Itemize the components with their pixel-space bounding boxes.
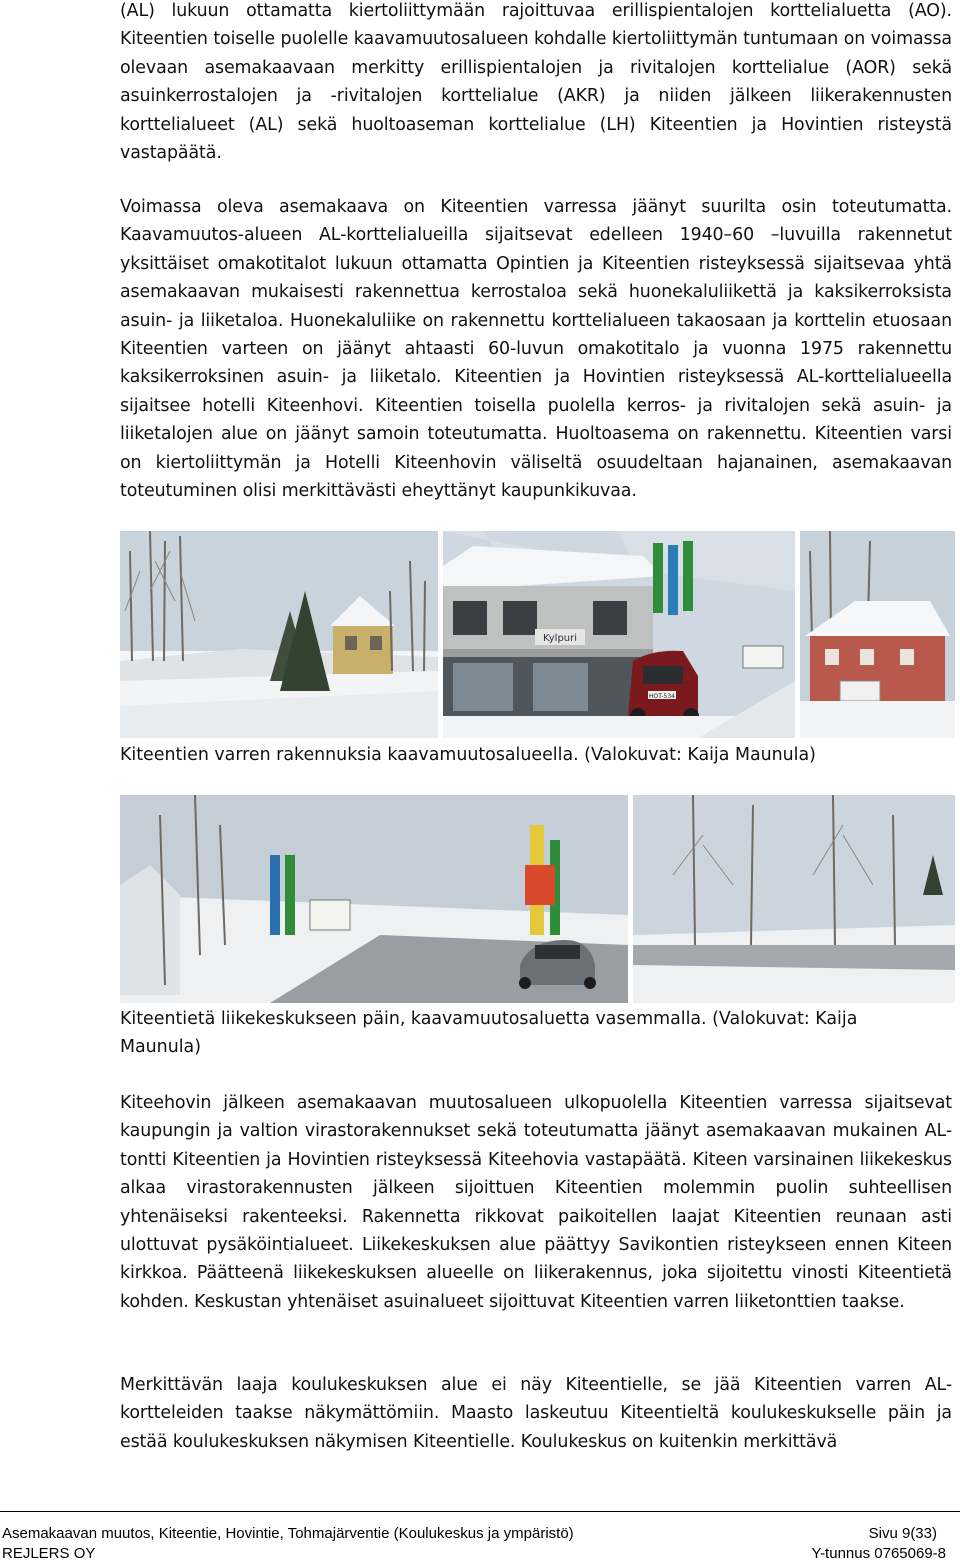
photo-shop-building: [443, 531, 795, 738]
photo-road-left: [120, 795, 628, 1003]
footer-divider: [0, 1511, 960, 1512]
photo-yellow-house: [120, 531, 438, 738]
paragraph-1: (AL) lukuun ottamatta kiertoliittymään rajoittuvaa erillispientalojen korttelialuetta (AO). Kiteentien toiselle puolelle kaavamuutosalueen kohdalle kiertoliittymän tuntumaan on voimassa olevaan asemakaavaan merkitty erillispientalojen ja rivitalojen korttelialue (AOR) sekä asuinkerrostalojen ja -rivitalojen korttelialue (AKR) ja niiden jälkeen liikerakennusten korttelialueet (AL) sekä huoltoaseman korttelialue (LH) Kiteentien ja Hovintien risteystä vastapäätä.: [120, 1, 952, 164]
photo-road-right: [633, 795, 955, 1003]
footer-company: REJLERS OY: [2, 1545, 96, 1562]
shop-sign-text: Kylpuri: [542, 633, 578, 644]
footer-page-number: Sivu 9(33): [868, 1525, 937, 1542]
caption-photos-1: Kiteentien varren rakennuksia kaavamuutosalueella. (Valokuvat: Kaija Maunula): [120, 745, 816, 765]
paragraph-2: Voimassa oleva asemakaava on Kiteentien varressa jäänyt suurilta osin toteutumatta. Kaavamuutos-alueen AL-korttelialueilla sijaitsevat edelleen 1940–60 –luvuilla rakennetut yksittäiset omakotitalot lukuun ottamatta Opintien ja Kiteentien risteyksessä sijaitsevaa yhtä asemakaavan mukaisesti rakennettua kerrostaloa sekä huonekaluliikettä ja kaksikerroksista asuin- ja liiketaloa. Huonekaluliike on rakennettu korttelialueen takaosaan ja korttelin etuosaan Kiteentien varteen on jäänyt ahtaasti 60-luvun omakotitalo ja vuonna 1975 rakennettu kaksikerroksinen asuin- ja liiketalo. Kiteentien ja Hovintien risteyksessä AL-korttelialueella sijaitsee hotelli Kiteenhovi. Kiteentien toisella puolella kerros- ja rivitalojen sekä asuin- ja liiketalojen alue on jäänyt samoin toteutumatta. Huoltoasema on rakennettu. Kiteentien varsi on kiertoliittymän ja Hotelli Kiteenhovin väliseltä osuudeltaan hajanainen, asemakaavan toteutuminen olisi merkittävästi eheyttänyt kaupunkikuvaa.: [120, 197, 952, 502]
photo-red-house: [800, 531, 955, 738]
paragraph-4: Merkittävän laaja koulukeskuksen alue ei näy Kiteentielle, se jää Kiteentien varren AL-kortteleiden taakse näkymättömiin. Maasto laskeutuu Kiteentieltä koulukeskukselle päin ja estää koulukeskuksen näkymisen Kiteentielle. Koulukeskus on kuitenkin merkittävä: [120, 1375, 952, 1452]
license-plate: HOT-534: [649, 693, 675, 700]
footer-business-id: Y-tunnus 0765069-8: [811, 1545, 946, 1562]
caption-photos-2: Kiteentietä liikekeskukseen päin, kaavamuutosaluetta vasemmalla. (Valokuvat: Kaija Maunula): [120, 1009, 858, 1058]
footer-title: Asemakaavan muutos, Kiteentie, Hovintie, Tohmajärventie (Koulukeskus ja ympäristö): [2, 1525, 574, 1542]
paragraph-3: Kiteehovin jälkeen asemakaavan muutosalueen ulkopuolella Kiteentien varressa sijaitsevat kaupungin ja valtion virastorakennukset sekä toteutumatta jäänyt asemakaavan mukainen AL-tontti Kiteentien ja Hovintien risteyksessä Kiteehovia vastapäätä. Kiteen varsinainen liikekeskus alkaa virastorakennusten jälkeen sijoittuen Kiteentien molemmin puolin suhteellisen yhtenäiseksi rakenteeksi. Rakennetta rikkovat paikoitellen laajat Kiteentien reunaan asti ulottuvat pysäköintialueet. Liikekeskuksen alue päättyy Savikontien risteykseen ennen Kiteen kirkkoa. Päätteenä liikekeskuksen alueelle on liikerakennus, joka sijoitettu vinosti Kiteentietä kohden. Keskustan yhtenäiset asuinalueet sijoittuvat Kiteentien varren liiketonttien taakse.: [120, 1093, 952, 1312]
